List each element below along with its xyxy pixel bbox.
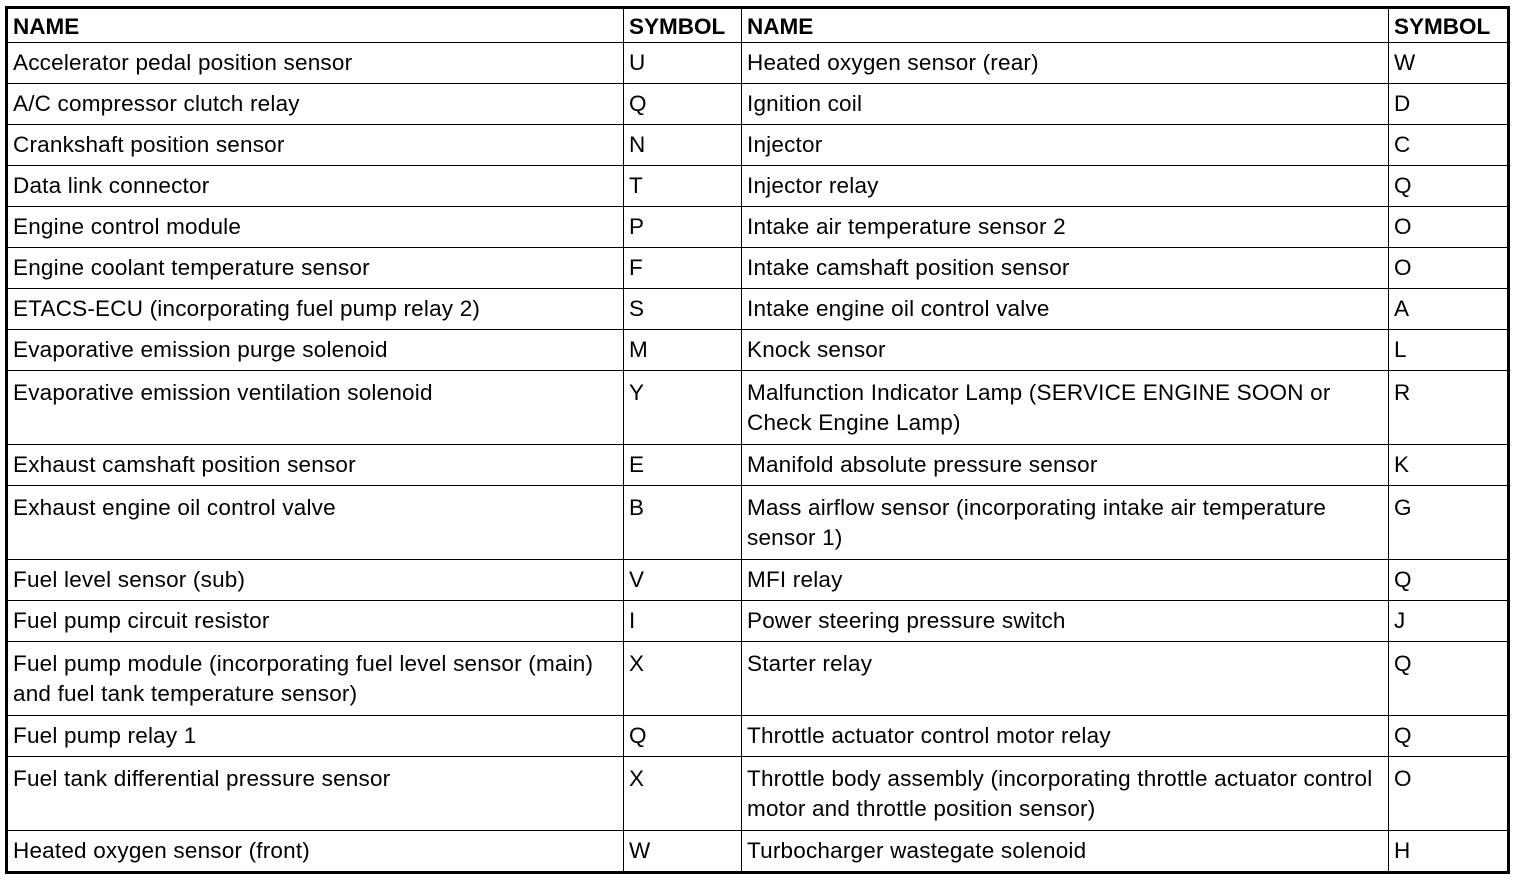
left-symbol-cell: E [624,445,742,486]
right-symbol-cell: K [1389,445,1509,486]
right-name-cell: Throttle actuator control motor relay [742,716,1389,757]
left-name-cell: A/C compressor clutch relay [7,84,624,125]
left-name-cell: Fuel pump circuit resistor [7,601,624,642]
left-symbol-cell: B [624,486,742,560]
left-symbol-cell: P [624,207,742,248]
header-name-right: NAME [742,8,1389,43]
left-name-cell: Exhaust engine oil control valve [7,486,624,560]
table-row [7,716,1509,757]
right-symbol-cell: G [1389,486,1509,560]
table-row [7,371,1509,445]
right-symbol-cell: H [1389,831,1509,873]
header-symbol-right: SYMBOL [1389,8,1509,43]
right-name-cell: Malfunction Indicator Lamp (SERVICE ENGINE SOON or Check Engine Lamp) [742,371,1389,445]
left-name-cell: Crankshaft position sensor [7,125,624,166]
right-symbol-cell: R [1389,371,1509,445]
left-name-cell: Fuel tank differential pressure sensor [7,757,624,831]
right-name-cell: Intake air temperature sensor 2 [742,207,1389,248]
right-symbol-cell: O [1389,248,1509,289]
left-symbol-cell: M [624,330,742,371]
left-symbol-cell: I [624,601,742,642]
left-name-cell: Evaporative emission ventilation solenoid [7,371,624,445]
table-row [7,445,1509,486]
left-name-cell: Exhaust camshaft position sensor [7,445,624,486]
right-name-cell: Intake engine oil control valve [742,289,1389,330]
left-symbol-cell: X [624,757,742,831]
left-symbol-cell: U [624,43,742,84]
left-symbol-cell: F [624,248,742,289]
left-symbol-cell: Q [624,716,742,757]
table-row [7,560,1509,601]
right-name-cell: Manifold absolute pressure sensor [742,445,1389,486]
table-row [7,642,1509,716]
table-row [7,207,1509,248]
left-name-cell: Evaporative emission purge solenoid [7,330,624,371]
right-name-cell: Starter relay [742,642,1389,716]
left-name-cell: Data link connector [7,166,624,207]
right-symbol-cell: W [1389,43,1509,84]
table-row [7,601,1509,642]
left-symbol-cell: S [624,289,742,330]
right-name-cell: Intake camshaft position sensor [742,248,1389,289]
right-symbol-cell: Q [1389,560,1509,601]
header-name-left: NAME [7,8,624,43]
right-symbol-cell: Q [1389,642,1509,716]
right-symbol-cell: J [1389,601,1509,642]
right-symbol-cell: A [1389,289,1509,330]
left-name-cell: Fuel pump relay 1 [7,716,624,757]
left-symbol-cell: Q [624,84,742,125]
left-symbol-cell: T [624,166,742,207]
right-symbol-cell: L [1389,330,1509,371]
left-symbol-cell: N [624,125,742,166]
right-name-cell: Mass airflow sensor (incorporating intake air temperature sensor 1) [742,486,1389,560]
table-row [7,84,1509,125]
left-symbol-cell: X [624,642,742,716]
left-name-cell: Accelerator pedal position sensor [7,43,624,84]
right-symbol-cell: D [1389,84,1509,125]
table-row [7,248,1509,289]
left-name-cell: Fuel level sensor (sub) [7,560,624,601]
right-symbol-cell: Q [1389,166,1509,207]
right-name-cell: Turbocharger wastegate solenoid [742,831,1389,873]
table-row [7,125,1509,166]
header-symbol-left: SYMBOL [624,8,742,43]
left-symbol-cell: Y [624,371,742,445]
table-row [7,43,1509,84]
table-row [7,757,1509,831]
left-symbol-cell: V [624,560,742,601]
right-name-cell: Knock sensor [742,330,1389,371]
right-symbol-cell: O [1389,757,1509,831]
right-symbol-cell: C [1389,125,1509,166]
left-name-cell: Heated oxygen sensor (front) [7,831,624,873]
header-row [7,8,1509,43]
right-name-cell: Injector [742,125,1389,166]
table-row [7,486,1509,560]
left-symbol-cell: W [624,831,742,873]
right-name-cell: Throttle body assembly (incorporating throttle actuator control motor and throttle position sensor) [742,757,1389,831]
right-name-cell: Injector relay [742,166,1389,207]
right-name-cell: Ignition coil [742,84,1389,125]
table-row [7,289,1509,330]
right-name-cell: MFI relay [742,560,1389,601]
right-symbol-cell: O [1389,207,1509,248]
right-name-cell: Heated oxygen sensor (rear) [742,43,1389,84]
component-symbol-table [5,6,1510,874]
left-name-cell: ETACS-ECU (incorporating fuel pump relay 2) [7,289,624,330]
left-name-cell: Engine coolant temperature sensor [7,248,624,289]
left-name-cell: Engine control module [7,207,624,248]
table-row [7,831,1509,873]
left-name-cell: Fuel pump module (incorporating fuel level sensor (main) and fuel tank temperature sensor) [7,642,624,716]
table-row [7,166,1509,207]
right-symbol-cell: Q [1389,716,1509,757]
right-name-cell: Power steering pressure switch [742,601,1389,642]
table-row [7,330,1509,371]
